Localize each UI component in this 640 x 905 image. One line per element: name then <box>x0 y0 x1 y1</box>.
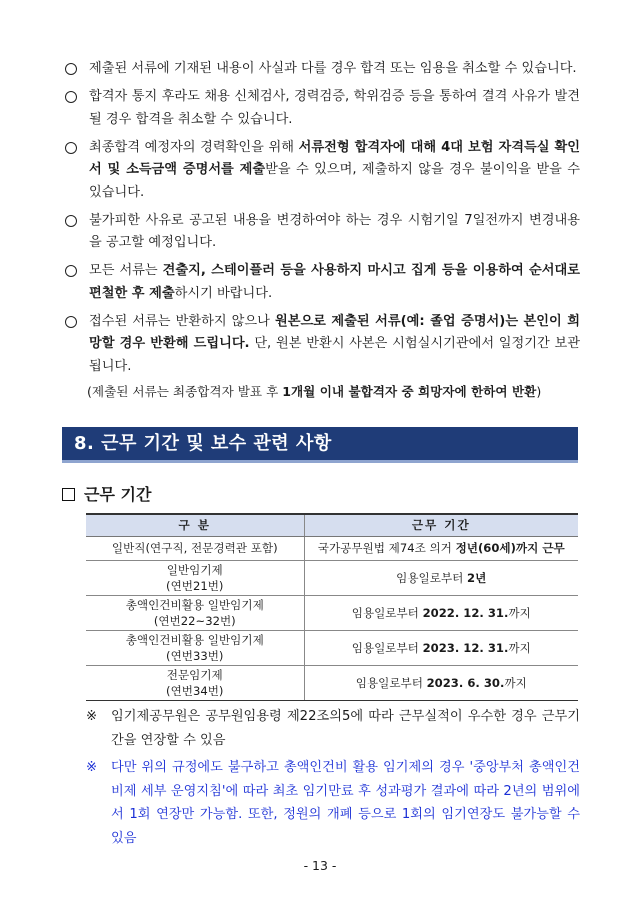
bullet-bold-text: 서류전형 합격자에 대해 4대 보험 자격득실 확인서 및 소득금액 증명서를 제출 <box>89 139 580 177</box>
table-header-row <box>86 514 578 536</box>
bullet-text: 합격자 통지 후라도 채용 신체검사, 경력검증, 학위검증 등을 통하여 결격 사유가 발견될 경우 합격을 취소할 수 있습니다. <box>89 89 580 127</box>
cell-period <box>304 665 578 700</box>
period-bold-text: 2년 <box>467 570 487 585</box>
notice-bullet-list <box>64 58 580 403</box>
period-text: 임용일로부터 <box>355 675 427 690</box>
circle-bullet-icon <box>65 265 77 277</box>
bullet-text: 제출된 서류에 기재된 내용이 사실과 다를 경우 합격 또는 임용을 취소할 수 있습니다. <box>89 61 577 76</box>
period-text: 임용일로부터 <box>396 570 468 585</box>
category-text: 일반임기제 <box>166 562 223 577</box>
remarks-list <box>86 705 580 854</box>
circle-bullet-icon <box>65 91 77 103</box>
square-bullet-icon <box>62 488 75 501</box>
period-bold-text: 정년(60세)까지 근무 <box>455 541 565 555</box>
column-header-period: 근무 기간 <box>304 514 578 536</box>
table-row <box>86 630 578 665</box>
table-row <box>86 560 578 595</box>
cell-category <box>86 665 304 700</box>
page-number: - 13 - <box>303 858 337 873</box>
category-text: 전문임기제 <box>166 667 223 682</box>
bullet-bold-text: 견출지, 스테이플러 등을 사용하지 마시고 집게 등을 이용하여 순서대로 편철한 후 제출 <box>89 263 580 301</box>
table-row <box>86 665 578 700</box>
period-bold-text: 2023. 6. 30. <box>426 675 505 690</box>
circle-bullet-icon <box>65 63 77 75</box>
cell-category <box>86 560 304 595</box>
category-text: 총액인건비활용 일반임기제 <box>125 632 264 647</box>
category-subtext: (연번22~32번) <box>153 613 236 628</box>
sub-heading-title: 근무 기간 <box>84 485 152 504</box>
return-note <box>64 381 580 403</box>
remark-item-highlighted <box>86 756 580 850</box>
category-subtext: (연번21번) <box>166 578 224 593</box>
circle-bullet-icon <box>65 215 77 227</box>
notice-bullet <box>64 86 580 131</box>
bullet-text: 모든 서류는 <box>89 263 163 278</box>
cell-period <box>304 630 578 665</box>
bullet-text: 단, 원본 반환시 사본은 시험실시기관에서 일정기간 보관됩니다. <box>89 336 580 374</box>
period-text: 임용일로부터 <box>351 640 423 655</box>
category-subtext: (연번33번) <box>166 648 224 663</box>
note-bold-text: 1개월 이내 불합격자 중 희망자에 한하여 반환 <box>282 383 537 399</box>
note-text: (제출된 서류는 최종합격자 발표 후 <box>87 383 283 399</box>
remark-item <box>86 705 580 752</box>
circle-bullet-icon <box>65 316 77 328</box>
bullet-text: 받을 수 있으며, 제출하지 않을 경우 불이익을 받을 수 있습니다. <box>89 162 581 200</box>
period-text: 까지 <box>508 640 531 655</box>
period-bold-text: 2022. 12. 31. <box>422 605 509 620</box>
notice-bullet <box>64 58 580 81</box>
work-period-table <box>86 513 578 701</box>
sub-heading <box>62 484 151 506</box>
period-bold-text: 2023. 12. 31. <box>422 640 509 655</box>
bullet-text: 불가피한 사유로 공고된 내용을 변경하여야 하는 경우 시험기일 7일전까지 변경내용을 공고할 예정입니다. <box>89 212 580 250</box>
table-row <box>86 536 578 560</box>
reference-mark-icon: ※ <box>86 760 98 775</box>
column-header-category: 구 분 <box>86 514 304 536</box>
period-text: 까지 <box>508 605 531 620</box>
bullet-bold-text: 원본으로 제출된 서류(예: 졸업 증명서)는 본인이 희망할 경우 반환해 드립니다. <box>89 313 580 351</box>
cell-category <box>86 536 304 560</box>
bullet-text: 최종합격 예정자의 경력확인을 위해 <box>89 139 299 155</box>
category-subtext: (연번34번) <box>166 683 224 698</box>
remark-text: 다만 위의 규정에도 불구하고 총액인건비 활용 임기제의 경우 '중앙부처 총액인건비제 세부 운영지침'에 따라 최초 임기만료 후 성과평가 결과에 따라 2년의 범위에서 1회 연장만 가능함. 또한, 정원의 개폐 등으로 1회의 임기연장도 불가능할 수 있음 <box>111 760 580 846</box>
notice-bullet <box>64 210 580 255</box>
cell-period <box>304 560 578 595</box>
table-row <box>86 595 578 630</box>
period-text: 까지 <box>504 675 527 690</box>
notice-bullet <box>64 137 580 205</box>
note-text: ) <box>536 383 542 399</box>
section-header: 8. 근무 기간 및 보수 관련 사항 <box>62 427 578 463</box>
circle-bullet-icon <box>65 142 77 154</box>
category-text: 일반직(연구직, 전문경력관 포함) <box>111 541 278 555</box>
period-text: 국가공무원법 제74조 의거 <box>317 541 456 555</box>
notice-bullet <box>64 311 580 379</box>
cell-period <box>304 536 578 560</box>
notice-bullet <box>64 260 580 305</box>
bullet-text: 접수된 서류는 반환하지 않으나 <box>89 313 275 329</box>
bullet-text: 하시기 바랍니다. <box>174 285 273 301</box>
reference-mark-icon: ※ <box>86 709 98 724</box>
category-text: 총액인건비활용 일반임기제 <box>125 597 264 612</box>
cell-category <box>86 630 304 665</box>
cell-category <box>86 595 304 630</box>
remark-text: 임기제공무원은 공무원임용령 제22조의5에 따라 근무실적이 우수한 경우 근무기간을 연장할 수 있음 <box>111 709 580 748</box>
cell-period <box>304 595 578 630</box>
period-text: 임용일로부터 <box>351 605 423 620</box>
